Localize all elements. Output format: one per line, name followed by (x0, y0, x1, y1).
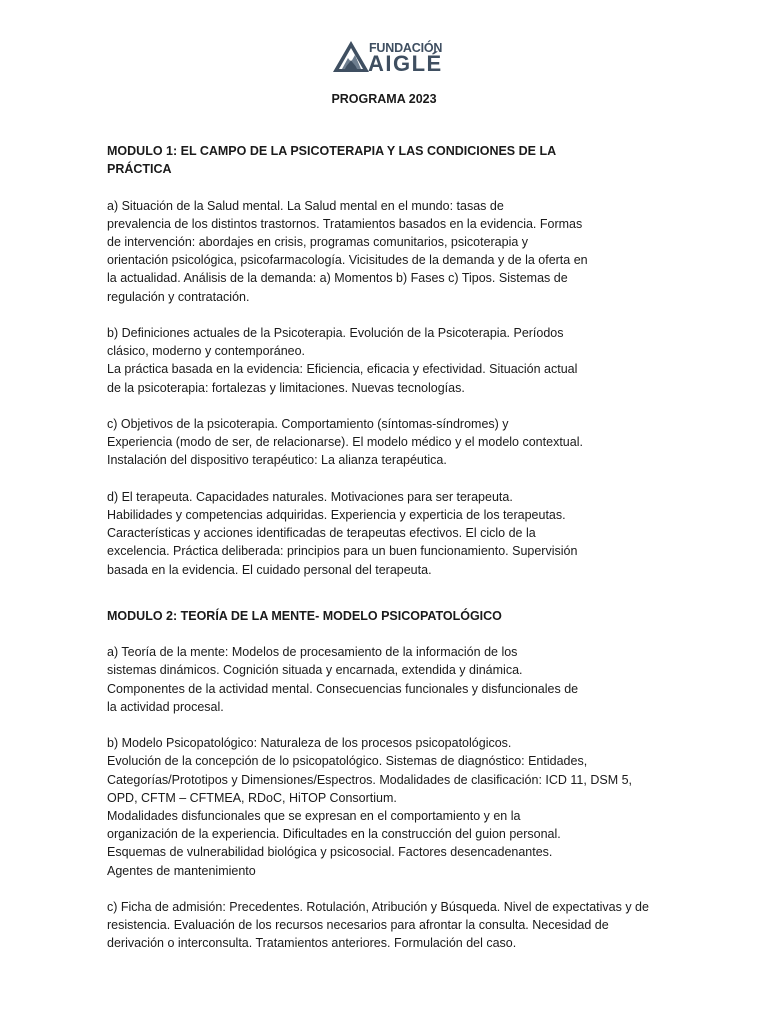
heading-line: MODULO 2: TEORÍA DE LA MENTE- MODELO PSICOPATOLÓGICO (107, 608, 502, 623)
text-line: d) El terapeuta. Capacidades naturales. Motivaciones para ser terapeuta. (107, 489, 513, 504)
text-line: a) Teoría de la mente: Modelos de procesamiento de la información de los (107, 645, 518, 660)
module-1-section-c (107, 415, 655, 470)
module-1-heading (107, 142, 655, 178)
text-line: OPD, CFTM – CFTMEA, RDoC, HiTOP Consortium. (107, 790, 397, 805)
text-line: excelencia. Práctica deliberada: principios para un buen funcionamiento. Supervisión (107, 544, 578, 559)
fundacion-aigle-logo (331, 38, 441, 78)
logo-text-bottom: AIGLÉ (368, 51, 443, 76)
text-line: b) Definiciones actuales de la Psicoterapia. Evolución de la Psicoterapia. Períodos (107, 326, 564, 340)
text-line: sistemas dinámicos. Cognición situada y encarnada, extendida y dinámica. (107, 663, 523, 678)
module-1-section-d (107, 488, 655, 579)
module-2-section-c (107, 898, 655, 953)
text-line: Instalación del dispositivo terapéutico: La alianza terapéutica. (107, 453, 447, 468)
page-title: PROGRAMA 2023 (331, 92, 437, 106)
text-line: regulación y contratación. (107, 289, 250, 304)
module-2-section-a (107, 643, 655, 716)
logo-text-top: FUNDACIÓN (369, 41, 443, 55)
text-line: prevalencia de los distintos trastornos. Tratamientos basados en la evidencia. Formas (107, 216, 583, 231)
text-line: Esquemas de vulnerabilidad biológica y psicosocial. Factores desencadenantes. (107, 845, 553, 860)
text-line: b) Modelo Psicopatológico: Naturaleza de los procesos psicopatológicos. (107, 736, 512, 751)
module-1-section-b (107, 324, 655, 397)
text-line: clásico, moderno y contemporáneo. (107, 344, 306, 359)
text-line: derivación o interconsulta. Tratamientos anteriores. Formulación del caso. (107, 936, 517, 951)
text-line: resistencia. Evaluación de los recursos necesarios para afrontar la consulta. Necesidad de (107, 918, 609, 933)
module-2-heading (107, 607, 655, 625)
heading-line: MODULO 1: EL CAMPO DE LA PSICOTERAPIA Y LAS CONDICIONES DE LA (107, 144, 557, 158)
text-line: Habilidades y competencias adquiridas. Experiencia y experticia de los terapeutas. (107, 508, 566, 522)
heading-line: PRÁCTICA (107, 162, 172, 177)
text-line: basada en la evidencia. El cuidado personal del terapeuta. (107, 562, 432, 577)
text-line: Categorías/Prototipos y Dimensiones/Espectros. Modalidades de clasificación: ICD 11, DSM 5, (107, 772, 633, 787)
text-line: de intervención: abordajes en crisis, programas comunitarios, psicoterapia y (107, 235, 529, 249)
module-1-section-a (107, 197, 655, 306)
text-line: Modalidades disfuncionales que se expresan en el comportamiento y en la (107, 809, 521, 824)
module-2-section-b (107, 734, 655, 880)
text-line: a) Situación de la Salud mental. La Salud mental en el mundo: tasas de (107, 198, 504, 213)
text-line: orientación psicológica, psicofarmacología. Vicisitudes de la demanda y de la oferta en (107, 253, 588, 268)
text-line: Agentes de mantenimiento (107, 863, 256, 878)
document-body (107, 142, 655, 953)
text-line: la actividad procesal. (107, 699, 224, 714)
text-line: la actualidad. Análisis de la demanda: a) Momentos b) Fases c) Tipos. Sistemas de (107, 271, 568, 286)
text-line: Características y acciones identificadas de terapeutas efectivos. El ciclo de la (107, 526, 536, 541)
text-line: Componentes de la actividad mental. Consecuencias funcionales y disfuncionales de (107, 681, 579, 696)
mountain-logo-icon (331, 38, 371, 74)
text-line: La práctica basada en la evidencia: Eficiencia, eficacia y efectividad. Situación actual (107, 362, 578, 377)
text-line: c) Objetivos de la psicoterapia. Comportamiento (síntomas-síndromes) y (107, 417, 509, 431)
text-line: de la psicoterapia: fortalezas y limitaciones. Nuevas tecnologías. (107, 380, 465, 395)
text-line: Evolución de la concepción de lo psicopatológico. Sistemas de diagnóstico: Entidades, (107, 754, 588, 769)
text-line: c) Ficha de admisión: Precedentes. Rotulación, Atribución y Búsqueda. Nivel de expectativas y de (107, 900, 649, 915)
text-line: organización de la experiencia. Dificultades en la construcción del guion personal. (107, 827, 561, 842)
text-line: Experiencia (modo de ser, de relacionarse). El modelo médico y el modelo contextual. (107, 435, 583, 450)
